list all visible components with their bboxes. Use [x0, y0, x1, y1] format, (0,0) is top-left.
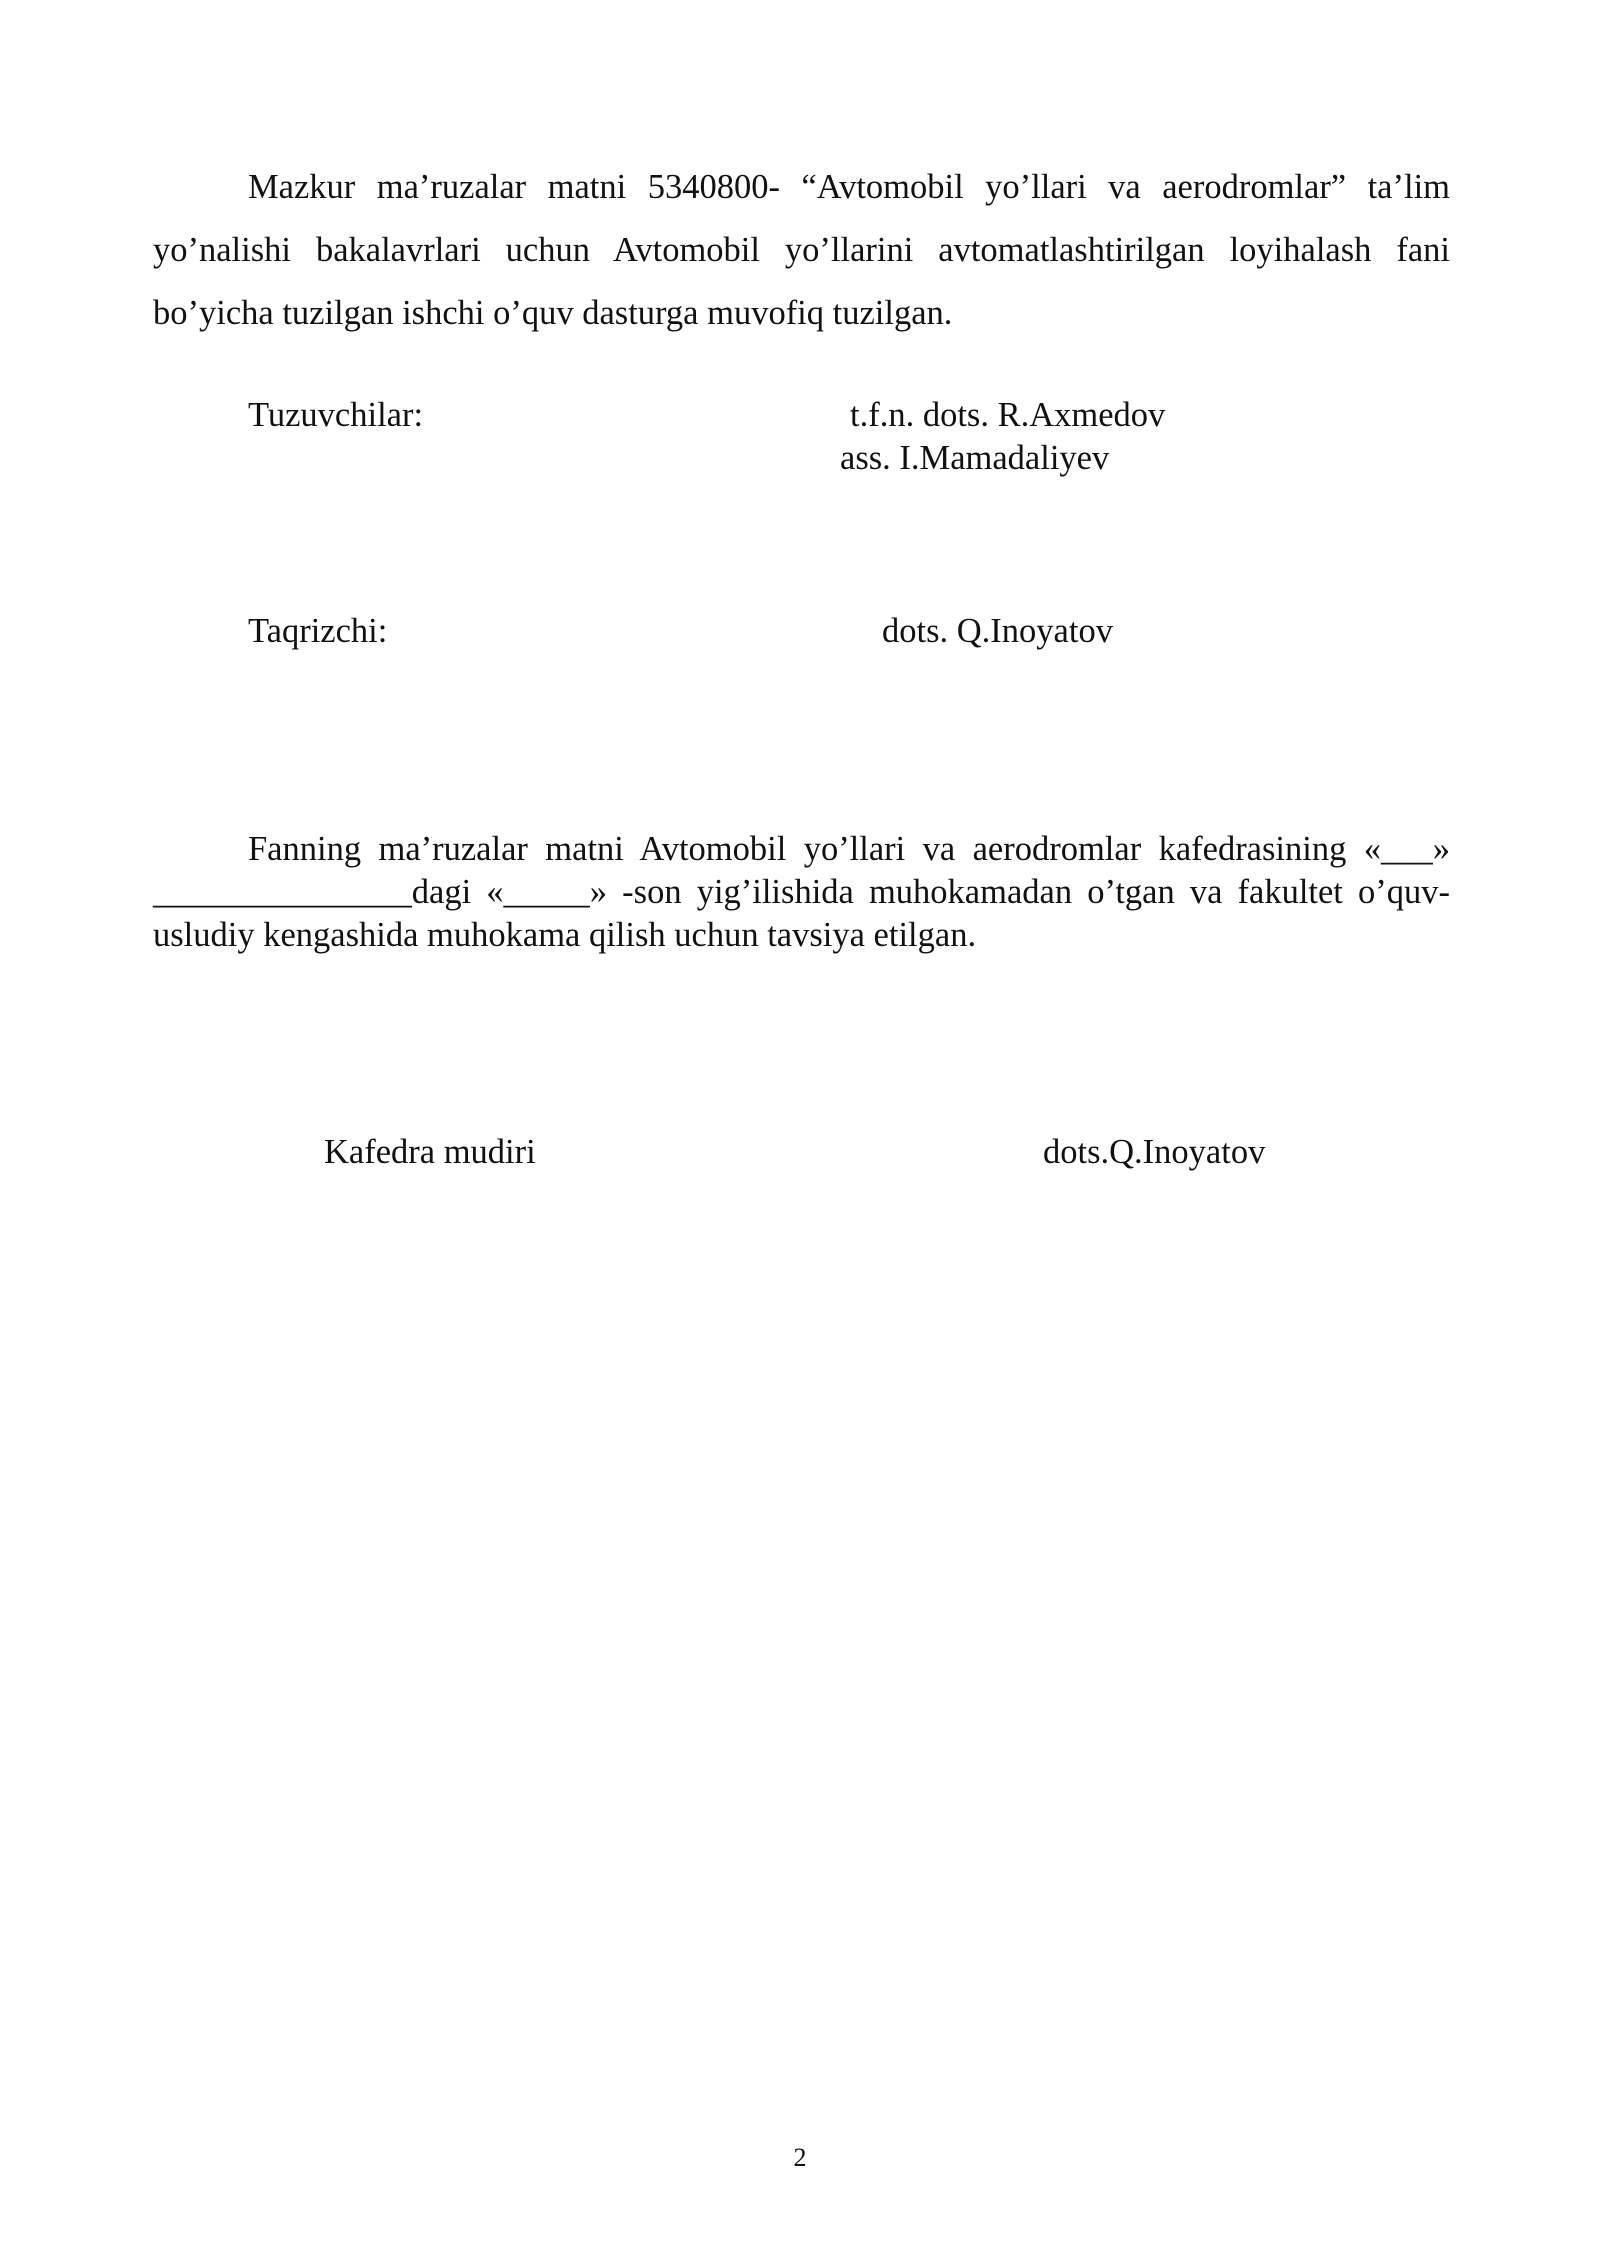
- head-of-department-label: Kafedra mudiri: [324, 1133, 536, 1171]
- approval-paragraph: Fanning ma’ruzalar matni Avtomobil yo’llari va aerodromlar kafedrasining «___» _______________dagi «_____» -son yig’ilishida muhokamadan o’tgan va fakultet o’quv-usludiy kengashida muhokama qilish uchun tavsiya etilgan.: [153, 830, 1450, 954]
- authors-label: Tuzuvchilar:: [248, 396, 424, 434]
- intro-paragraph: Mazkur ma’ruzalar matni 5340800- “Avtomobil yo’llari va aerodromlar” ta’lim yo’nalishi bakalavrlari uchun Avtomobil yo’llarini avtomatlashtirilgan loyihalash fani bo’yicha tuzilgan ishchi o’quv dasturga muvofiq tuzilgan.: [153, 168, 1450, 332]
- reviewer-name: dots. Q.Inoyatov: [882, 612, 1113, 650]
- author-name-1: t.f.n. dots. R.Axmedov: [850, 396, 1166, 434]
- head-of-department-name: dots.Q.Inoyatov: [1043, 1133, 1266, 1171]
- page-number: 2: [793, 2143, 807, 2172]
- reviewer-label: Taqrizchi:: [248, 612, 388, 650]
- author-name-2: ass. I.Mamadaliyev: [840, 439, 1110, 477]
